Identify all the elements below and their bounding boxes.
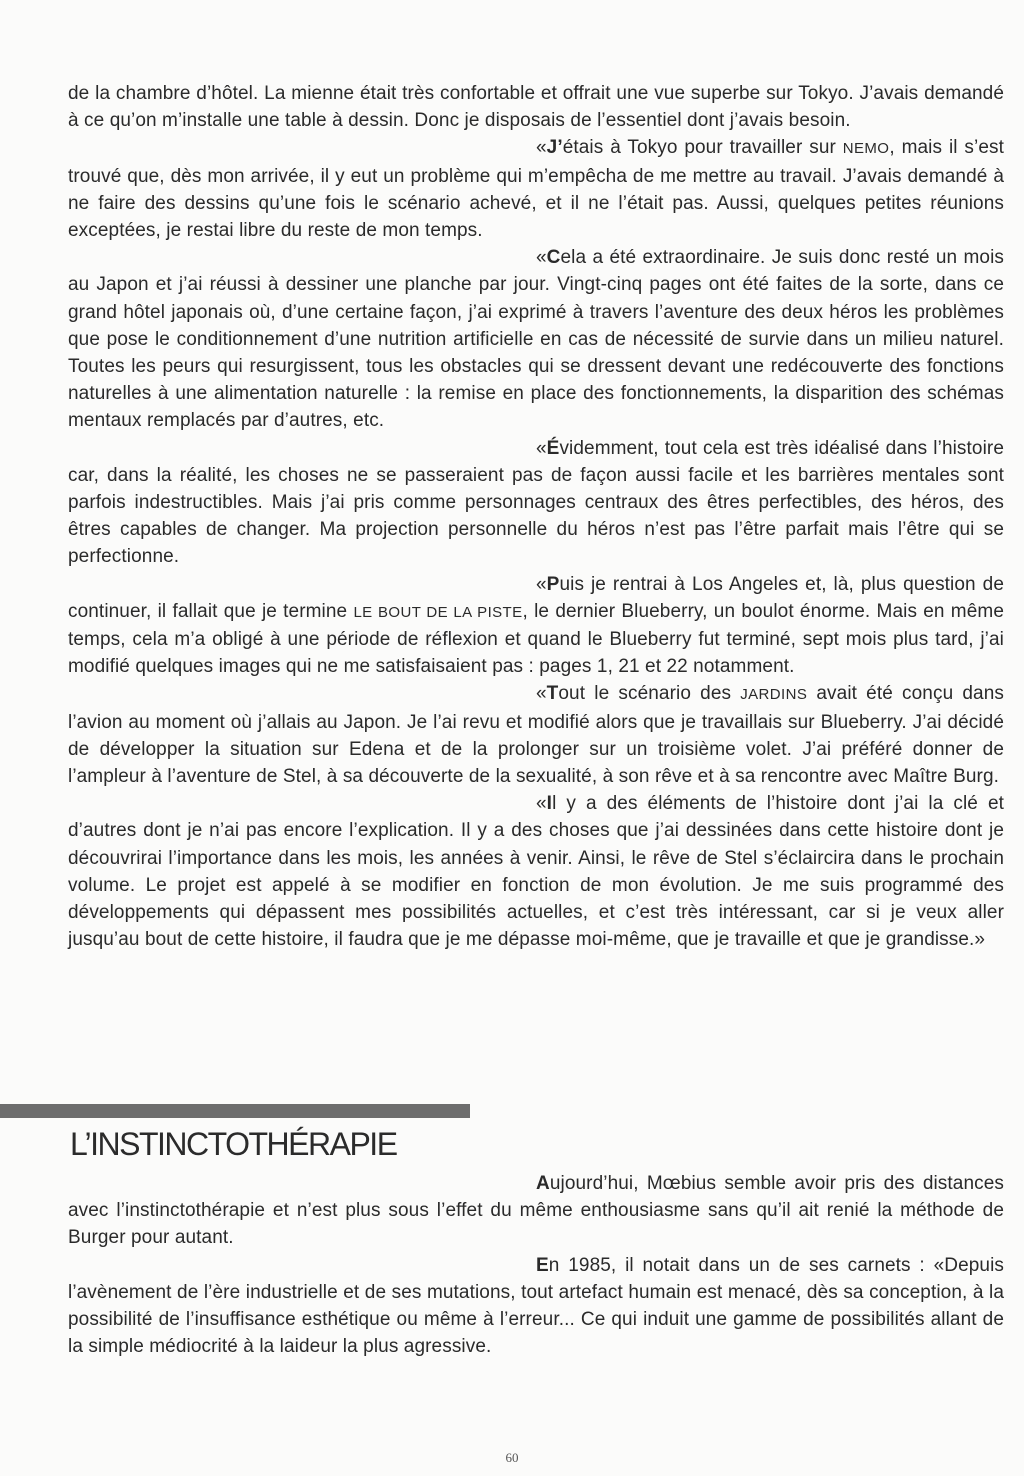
- book-title: JARDINS: [740, 686, 808, 704]
- page-number: 60: [505, 1450, 519, 1465]
- section-header: [0, 1104, 470, 1168]
- paragraph: «Cela a été extraordinaire. Je suis donc resté un mois au Japon et j’ai réussi à dessiner une planche par jour. Vingt-cinq pages ont été faites de la sorte, dans ce grand hôtel japonais où, d’une certaine façon, j’ai exprimé à travers l’aventure des deux héros les problèmes que pose le conditionnement d’une nutrition artificielle en cas de nécessité de survie dans un milieu naturel. Toutes les peurs qui resurgissent, tous les obstacles qui se dressent devant une redécouverte des fonctions naturelles à une alimentation naturelle : la remise en place des fonctionnements, la disparition des schémas mentaux remplacés par d’autres, etc.: [68, 247, 1004, 432]
- section-heading: L’INSTINCTOTHÉRAPIE: [70, 1126, 397, 1162]
- book-title: NEMO: [842, 140, 890, 158]
- paragraph: Aujourd’hui, Mœbius semble avoir pris des distances avec l’instinctothérapie et n’est plus sous l’effet du même enthousiasme sans qu’il ait renié la méthode de Burger pour autant.: [68, 1173, 1004, 1249]
- paragraph: «Puis je rentrai à Los Angeles et, là, plus question de continuer, il fallait que je termine LE BOUT DE LA PISTE, le dernier Blueberry, un boulot énorme. Mais en même temps, cela m’a obligé à une période de réflexion et quand le Blueberry fut terminé, sept mois plus tard, j’ai modifié quelques images qui ne me satisfaisaient pas : pages 1, 21 et 22 notamment.: [68, 573, 1005, 678]
- paragraph: «J’étais à Tokyo pour travailler sur NEMO, mais il s’est trouvé que, dès mon arrivée, il y eut un problème qui m’empêcha de me mettre au travail. J’avais demandé à ne faire des dessins qu’une fois le scénario achevé, et il ne l’était pas. Aussi, quelques petites réunions exceptées, je restai libre du reste de mon temps.: [68, 137, 1004, 242]
- paragraph: En 1985, il notait dans un de ses carnets : «Depuis l’avènement de l’ère industrielle et de ses mutations, tout artefact humain est menacé, dès sa conception, à la possibilité de l’insuffisance esthétique ou même à l’erreur... Ce qui induit une gamme de possibilités allant de la simple médiocrité à la laideur la plus agressive.: [68, 1254, 1004, 1358]
- book-title: LE BOUT DE LA PISTE: [353, 603, 523, 621]
- section-body: [68, 1170, 1004, 1360]
- section-divider-bar: [0, 1104, 470, 1118]
- paragraph: «Il y a des éléments de l’histoire dont j’ai la clé et d’autres dont je n’ai pas encore l’explication. Il y a des choses que j’ai dessinées dans cette histoire dont je découvrirai l’importance dans les mois, les années à venir. Ainsi, le rêve de Stel s’éclaircira dans le prochain volume. Le projet est appelé à se modifier en fonction de mon évolution. Je me suis programmé des développements qui dépassent mes possibilités actuelles, et c’est très intéressant, car si je veux aller jusqu’au bout de cette histoire, il faudra que je me dépasse moi-même, que je travaille et que je grandisse.»: [68, 793, 1004, 951]
- paragraph: de la chambre d’hôtel. La mienne était très confortable et offrait une vue superbe sur Tokyo. J’avais demandé à ce qu’on m’installe une table à dessin. Donc je disposais de l’essentiel dont j’avais besoin.: [68, 83, 1004, 132]
- paragraph: «Tout le scénario des JARDINS avait été conçu dans l’avion au moment où j’allais au Japon. Je l’ai revu et modifié alors que je travaillais sur Blueberry. J’ai décidé de développer la situation sur Edena et de la prolonger sur un troisième volet. J’ai préféré donner de l’ampleur à l’aventure de Stel, à sa découverte de la sexualité, à son rêve et à sa rencontre avec Maître Burg.: [68, 683, 1004, 788]
- paragraph: «Évidemment, tout cela est très idéalisé dans l’histoire car, dans la réalité, les choses ne se passeraient pas de façon aussi facile et les barrières mentales sont parfois indestructibles. Mais j’ai pris comme personnages centraux des êtres perfectibles, des héros, des êtres capables de changer. Ma projection personnelle du héros n’est pas l’être parfait mais l’être qui se perfectionne.: [68, 437, 1004, 568]
- article-body: [68, 80, 1004, 954]
